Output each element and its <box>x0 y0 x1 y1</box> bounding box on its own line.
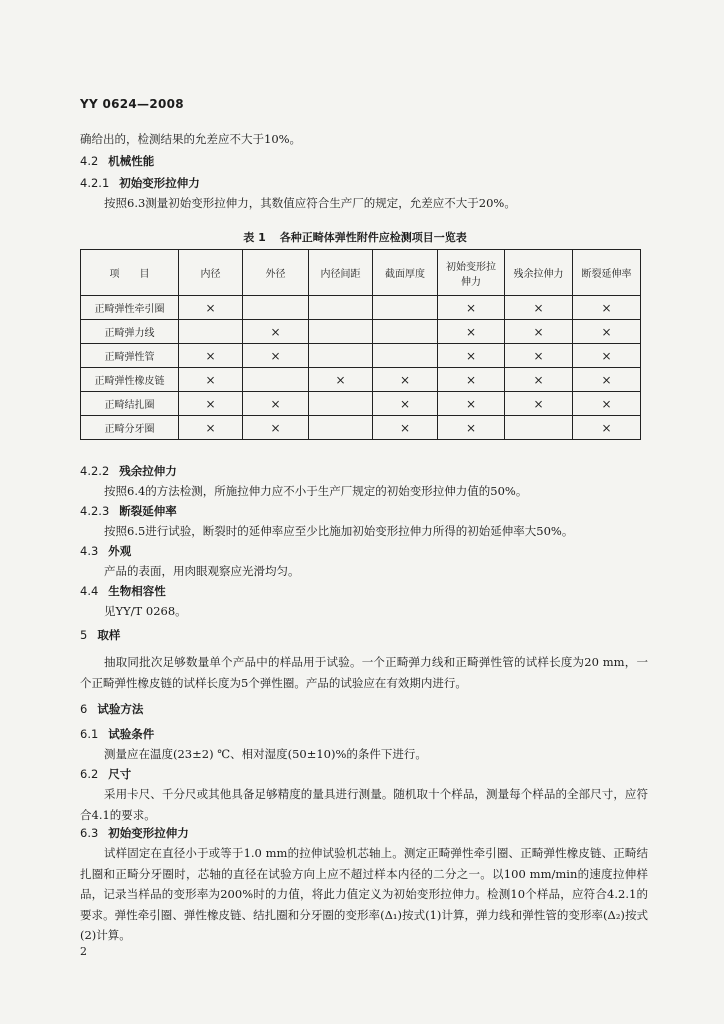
heading-title: 试验条件 <box>108 727 155 741</box>
column-header: 项 目 <box>81 250 179 296</box>
heading-number: 4.2.2 <box>80 464 110 478</box>
heading-6-1 <box>80 726 154 742</box>
heading-number: 6.3 <box>80 826 99 840</box>
empty-cell <box>309 320 373 344</box>
column-header: 内径 <box>179 250 243 296</box>
check-mark-cell: × <box>179 416 243 440</box>
inspection-items-table <box>80 249 641 440</box>
heading-number: 4.4 <box>80 584 99 598</box>
check-mark-cell: × <box>243 416 309 440</box>
row-label: 正畸弹性牵引圈 <box>81 296 179 320</box>
column-header: 截面厚度 <box>373 250 438 296</box>
table-header-row <box>81 250 641 296</box>
heading-number: 6.1 <box>80 727 99 741</box>
empty-cell <box>309 416 373 440</box>
check-mark-cell: × <box>573 416 641 440</box>
check-mark-cell: × <box>505 368 573 392</box>
check-mark-cell: × <box>573 368 641 392</box>
check-mark-cell: × <box>438 320 505 344</box>
column-header: 初始变形拉伸力 <box>438 250 505 296</box>
heading-6-3 <box>80 825 189 841</box>
heading-title: 尺寸 <box>108 767 132 781</box>
check-mark-cell: × <box>179 296 243 320</box>
check-mark-cell: × <box>309 368 373 392</box>
paragraph-4-2-3: 按照6.5进行试验，断裂时的延伸率应至少比施加初始变形拉伸力所得的初始延伸率大50%。 <box>104 524 574 538</box>
table-caption-title: 各种正畸体弹性附件应检测项目一览表 <box>279 231 467 244</box>
table-row <box>81 392 641 416</box>
heading-6 <box>80 701 143 717</box>
check-mark-cell: × <box>505 344 573 368</box>
table-caption-number: 表 1 <box>243 231 266 244</box>
check-mark-cell: × <box>573 320 641 344</box>
column-header: 断裂延伸率 <box>573 250 641 296</box>
check-mark-cell: × <box>438 416 505 440</box>
check-mark-cell: × <box>505 296 573 320</box>
check-mark-cell: × <box>573 344 641 368</box>
paragraph-4-2-1: 按照6.3测量初始变形拉伸力，其数值应符合生产厂的规定，允差应不大于20%。 <box>104 196 516 210</box>
paragraph-5: 抽取同批次足够数量单个产品中的样品用于试验。一个正畸弹力线和正畸弹性管的试样长度为20 mm，一个正畸弹性橡皮链的试样长度为5个弹性圈。产品的试验应在有效期内进行。 <box>80 655 648 690</box>
check-mark-cell: × <box>373 416 438 440</box>
paragraph-6-2: 采用卡尺、千分尺或其他具备足够精度的量具进行测量。随机取十个样品，测量每个样品的全部尺寸，应符合4.1的要求。 <box>80 787 648 822</box>
empty-cell <box>373 344 438 368</box>
check-mark-cell: × <box>438 296 505 320</box>
paragraph-6-1: 测量应在温度(23±2) ℃、相对湿度(50±10)%的条件下进行。 <box>104 747 427 761</box>
heading-4-3 <box>80 543 131 559</box>
heading-4-2-2 <box>80 463 177 479</box>
empty-cell <box>243 296 309 320</box>
heading-title: 取样 <box>97 628 121 642</box>
heading-title: 断裂延伸率 <box>119 504 177 518</box>
intro-line: 确给出的，检测结果的允差应不大于10%。 <box>80 132 302 146</box>
heading-number: 4.3 <box>80 544 99 558</box>
paragraph-4-3: 产品的表面，用肉眼观察应光滑均匀。 <box>104 564 300 578</box>
heading-number: 4.2 <box>80 154 99 168</box>
heading-number: 4.2.3 <box>80 504 110 518</box>
empty-cell <box>309 296 373 320</box>
empty-cell <box>373 320 438 344</box>
heading-title: 初始变形拉伸力 <box>119 176 200 190</box>
column-header: 残余拉伸力 <box>505 250 573 296</box>
heading-4-2 <box>80 153 154 169</box>
empty-cell <box>373 296 438 320</box>
empty-cell <box>505 416 573 440</box>
page-number: 2 <box>80 945 87 958</box>
row-label: 正畸分牙圈 <box>81 416 179 440</box>
heading-title: 生物相容性 <box>108 584 166 598</box>
heading-title: 外观 <box>108 544 132 558</box>
heading-number: 6.2 <box>80 767 99 781</box>
check-mark-cell: × <box>438 344 505 368</box>
heading-4-2-3 <box>80 503 177 519</box>
check-mark-cell: × <box>505 320 573 344</box>
empty-cell <box>309 344 373 368</box>
check-mark-cell: × <box>243 392 309 416</box>
check-mark-cell: × <box>243 344 309 368</box>
check-mark-cell: × <box>438 392 505 416</box>
empty-cell <box>309 392 373 416</box>
table-caption <box>0 229 724 245</box>
table-row <box>81 320 641 344</box>
heading-title: 试验方法 <box>97 702 144 716</box>
check-mark-cell: × <box>373 368 438 392</box>
paragraph-4-4: 见YY/T 0268。 <box>104 604 187 618</box>
heading-number: 4.2.1 <box>80 176 110 190</box>
row-label: 正畸弹性橡皮链 <box>81 368 179 392</box>
heading-4-2-1 <box>80 175 200 191</box>
paragraph-4-2-2: 按照6.4的方法检测，所施拉伸力应不小于生产厂规定的初始变形拉伸力值的50%。 <box>104 484 528 498</box>
table-row <box>81 344 641 368</box>
check-mark-cell: × <box>573 392 641 416</box>
standard-header: YY 0624—2008 <box>80 97 184 111</box>
table-row <box>81 296 641 320</box>
check-mark-cell: × <box>373 392 438 416</box>
check-mark-cell: × <box>179 392 243 416</box>
empty-cell <box>179 320 243 344</box>
row-label: 正畸结扎圈 <box>81 392 179 416</box>
table-row <box>81 416 641 440</box>
heading-5 <box>80 627 120 643</box>
check-mark-cell: × <box>179 344 243 368</box>
heading-title: 初始变形拉伸力 <box>108 826 189 840</box>
row-label: 正畸弹力线 <box>81 320 179 344</box>
table-row <box>81 368 641 392</box>
row-label: 正畸弹性管 <box>81 344 179 368</box>
column-header: 内径间距 <box>309 250 373 296</box>
heading-4-4 <box>80 583 166 599</box>
check-mark-cell: × <box>179 368 243 392</box>
check-mark-cell: × <box>505 392 573 416</box>
check-mark-cell: × <box>438 368 505 392</box>
heading-6-2 <box>80 766 131 782</box>
heading-number: 6 <box>80 702 88 716</box>
check-mark-cell: × <box>573 296 641 320</box>
heading-number: 5 <box>80 628 88 642</box>
heading-title: 机械性能 <box>108 154 155 168</box>
empty-cell <box>243 368 309 392</box>
check-mark-cell: × <box>243 320 309 344</box>
paragraph-6-3: 试样固定在直径小于或等于1.0 mm的拉伸试验机芯轴上。测定正畸弹性牵引圈、正畸弹性橡皮链、正畸结扎圈和正畸分牙圈时，芯轴的直径在试验方向上应不超过样本内径的二分之一。以100 mm/min的速度拉伸样品，记录当样品的变形率为200%时的力值，将此力值定义为初始变形拉伸力。检测10个样品，应符合4.2.1的要求。弹性牵引圈、弹性橡皮链、结扎圈和分牙圈的变形率(Δ₁)按式(1)计算，弹力线和弹性管的变形率(Δ₂)按式(2)计算。 <box>80 846 648 942</box>
heading-title: 残余拉伸力 <box>119 464 177 478</box>
column-header: 外径 <box>243 250 309 296</box>
